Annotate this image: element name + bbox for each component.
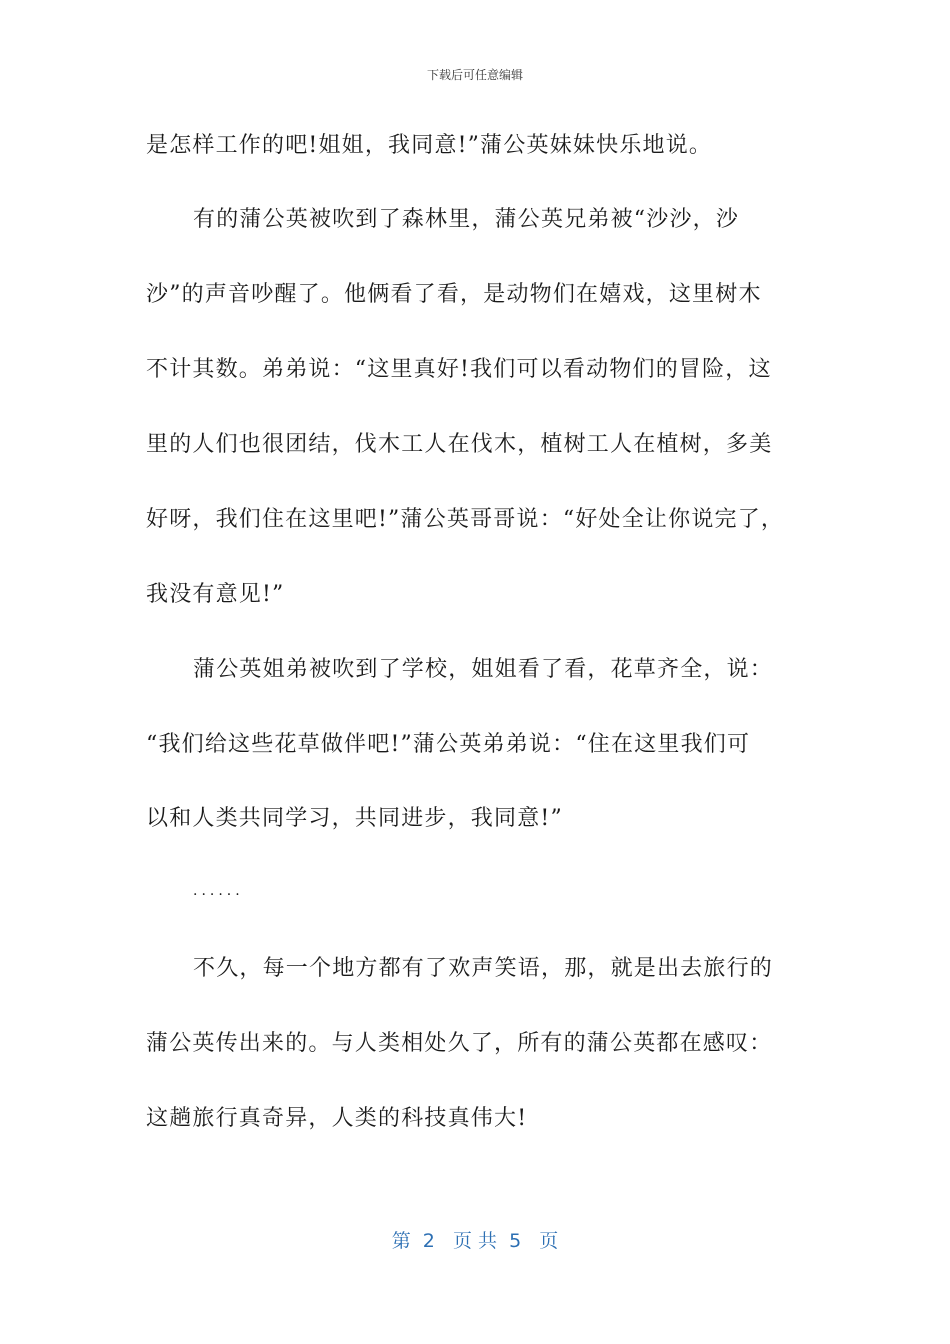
body-line-5: 里的人们也很团结，伐木工人在伐木，植树工人在植树，多美	[146, 432, 773, 457]
body-line-4: 不计其数。弟弟说：“这里真好!我们可以看动物们的冒险，这	[146, 357, 772, 382]
body-line-8: 蒲公英姐弟被吹到了学校，姐姐看了看，花草齐全，说：	[193, 657, 774, 682]
page-header: 下载后可任意编辑	[426, 68, 523, 82]
page-footer: 第 2 页 共 5 页	[391, 1230, 559, 1252]
body-line-9: “我们给这些花草做伴吧!”蒲公英弟弟说：“住在这里我们可	[146, 732, 751, 757]
body-line-6: 好呀，我们住在这里吧!”蒲公英哥哥说：“好处全让你说完了，	[146, 507, 785, 532]
body-line-3: 沙”的声音吵醒了。他俩看了看，是动物们在嬉戏，这里树木	[146, 282, 762, 307]
body-line-2: 有的蒲公英被吹到了森林里，蒲公英兄弟被“沙沙，沙	[193, 207, 740, 232]
ellipsis-line: ······	[193, 887, 244, 903]
body-line-10: 以和人类共同学习，共同进步，我同意!”	[146, 806, 563, 831]
body-line-13: 蒲公英传出来的。与人类相处久了，所有的蒲公英都在感叹：	[146, 1031, 773, 1056]
body-line-1: 是怎样工作的吧!姐姐，我同意!”蒲公英妹妹快乐地说。	[146, 133, 713, 158]
body-line-7: 我没有意见!”	[146, 582, 285, 607]
body-line-14: 这趟旅行真奇异，人类的科技真伟大!	[146, 1106, 528, 1131]
body-line-12: 不久，每一个地方都有了欢声笑语，那，就是出去旅行的	[193, 956, 774, 981]
